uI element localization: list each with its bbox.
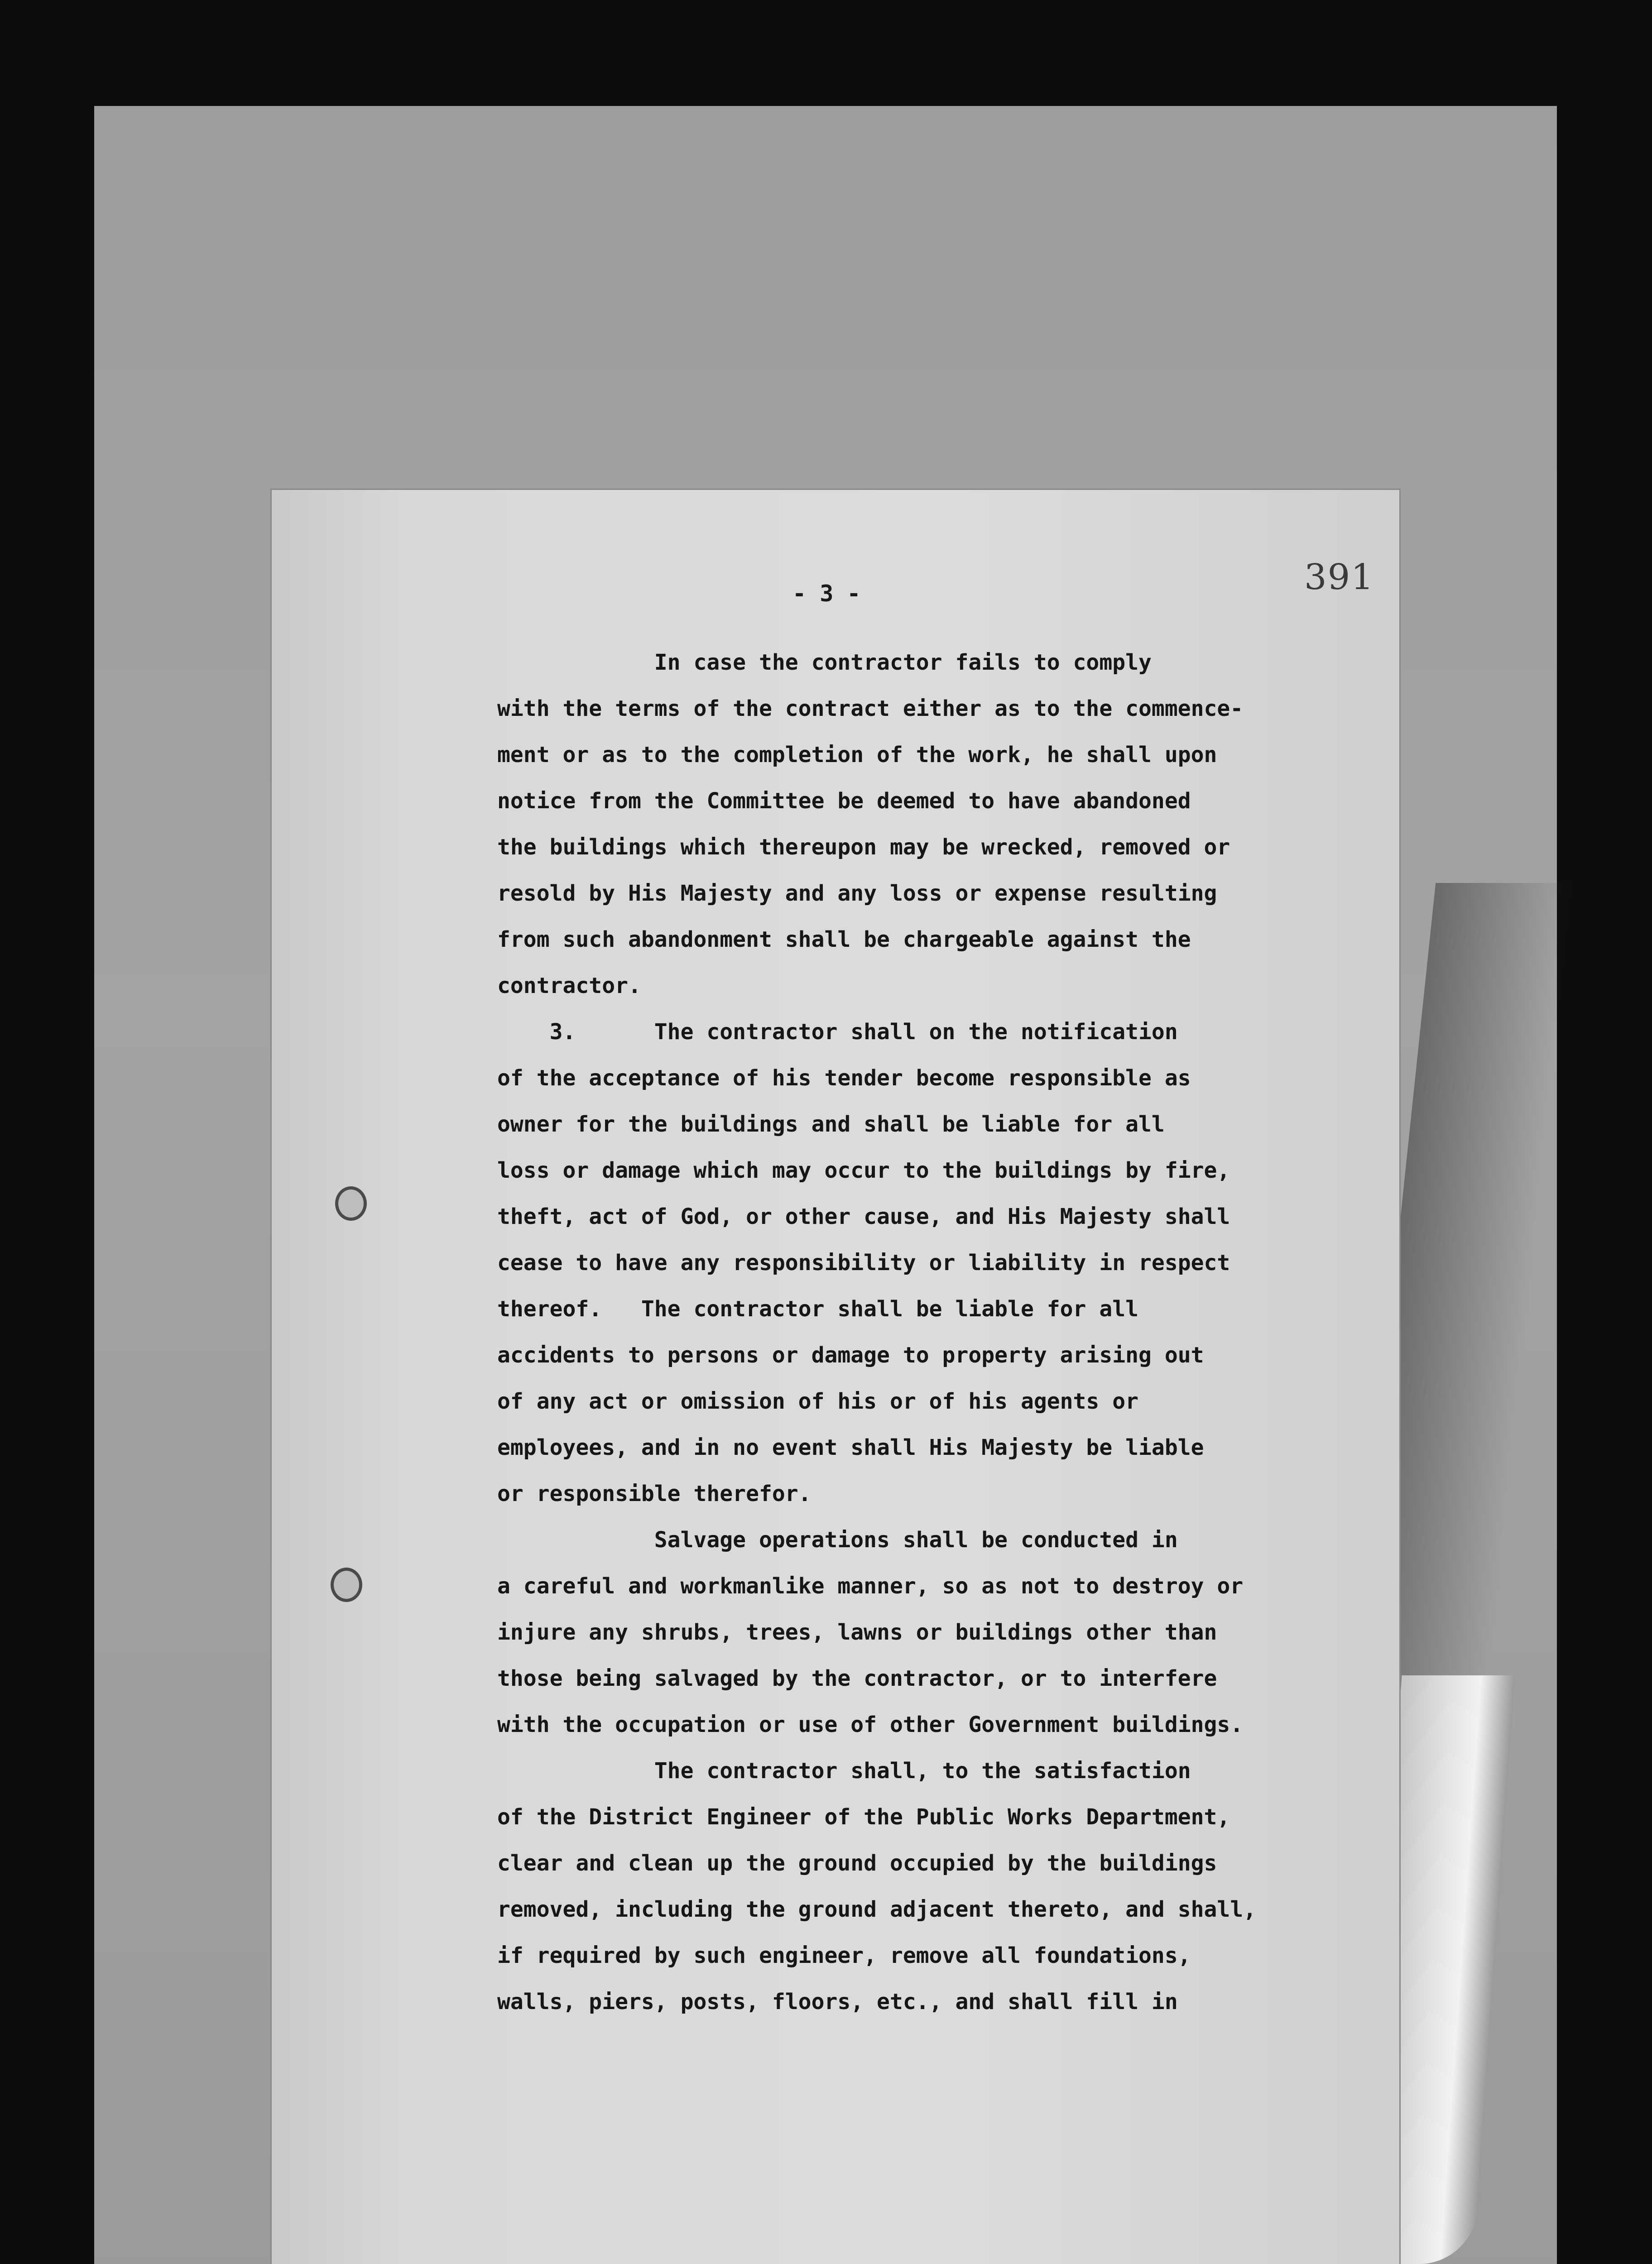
document-body <box>497 639 1385 2025</box>
folio-number: 391 <box>1304 557 1374 598</box>
text-line: theft, act of God, or other cause, and His Majesty shall <box>497 1204 1230 1229</box>
text-line: resold by His Majesty and any loss or expense resulting <box>497 881 1217 906</box>
text-line: cease to have any responsibility or liability in respect <box>497 1250 1230 1276</box>
text-line: owner for the buildings and shall be liable for all <box>497 1112 1165 1137</box>
text-line: of any act or omission of his or of his agents or <box>497 1389 1139 1414</box>
text-line: clear and clean up the ground occupied by the buildings <box>497 1851 1217 1876</box>
text-line: or responsible therefor. <box>497 1481 812 1506</box>
text-line: with the occupation or use of other Government buildings. <box>497 1712 1244 1737</box>
text-line: contractor. <box>497 973 641 998</box>
text-line: the buildings which thereupon may be wrecked, removed or <box>497 835 1230 860</box>
text-line: ment or as to the completion of the work, he shall upon <box>497 742 1217 767</box>
text-line: those being salvaged by the contractor, or to interfere <box>497 1666 1217 1691</box>
text-line: The contractor shall, to the satisfaction <box>497 1758 1191 1784</box>
text-line: if required by such engineer, remove all foundations, <box>497 1943 1191 1968</box>
text-line: walls, piers, posts, floors, etc., and shall fill in <box>497 1989 1178 2015</box>
text-line: injure any shrubs, trees, lawns or buildings other than <box>497 1620 1217 1645</box>
text-line: Salvage operations shall be conducted in <box>497 1527 1178 1553</box>
text-line: employees, and in no event shall His Majesty be liable <box>497 1435 1204 1460</box>
text-line: a careful and workmanlike manner, so as not to destroy or <box>497 1573 1244 1599</box>
text-line: notice from the Committee be deemed to have abandoned <box>497 788 1191 814</box>
text-line: thereof. The contractor shall be liable for all <box>497 1296 1139 1322</box>
text-line: loss or damage which may occur to the buildings by fire, <box>497 1158 1230 1183</box>
text-line: accidents to persons or damage to property arising out <box>497 1343 1204 1368</box>
text-line: from such abandonment shall be chargeable against the <box>497 927 1191 952</box>
text-line: of the District Engineer of the Public Works Department, <box>497 1804 1230 1830</box>
document-page <box>272 490 1399 2264</box>
page-number: - 3 - <box>792 580 861 607</box>
text-line: with the terms of the contract either as to the commence- <box>497 696 1244 721</box>
text-line: 3. The contractor shall on the notification <box>497 1019 1178 1045</box>
punch-hole <box>335 1186 367 1221</box>
text-line: of the acceptance of his tender become responsible as <box>497 1065 1191 1091</box>
text-line: removed, including the ground adjacent thereto, and shall, <box>497 1897 1257 1922</box>
punch-hole <box>331 1568 362 1602</box>
text-line: In case the contractor fails to comply <box>497 650 1152 675</box>
